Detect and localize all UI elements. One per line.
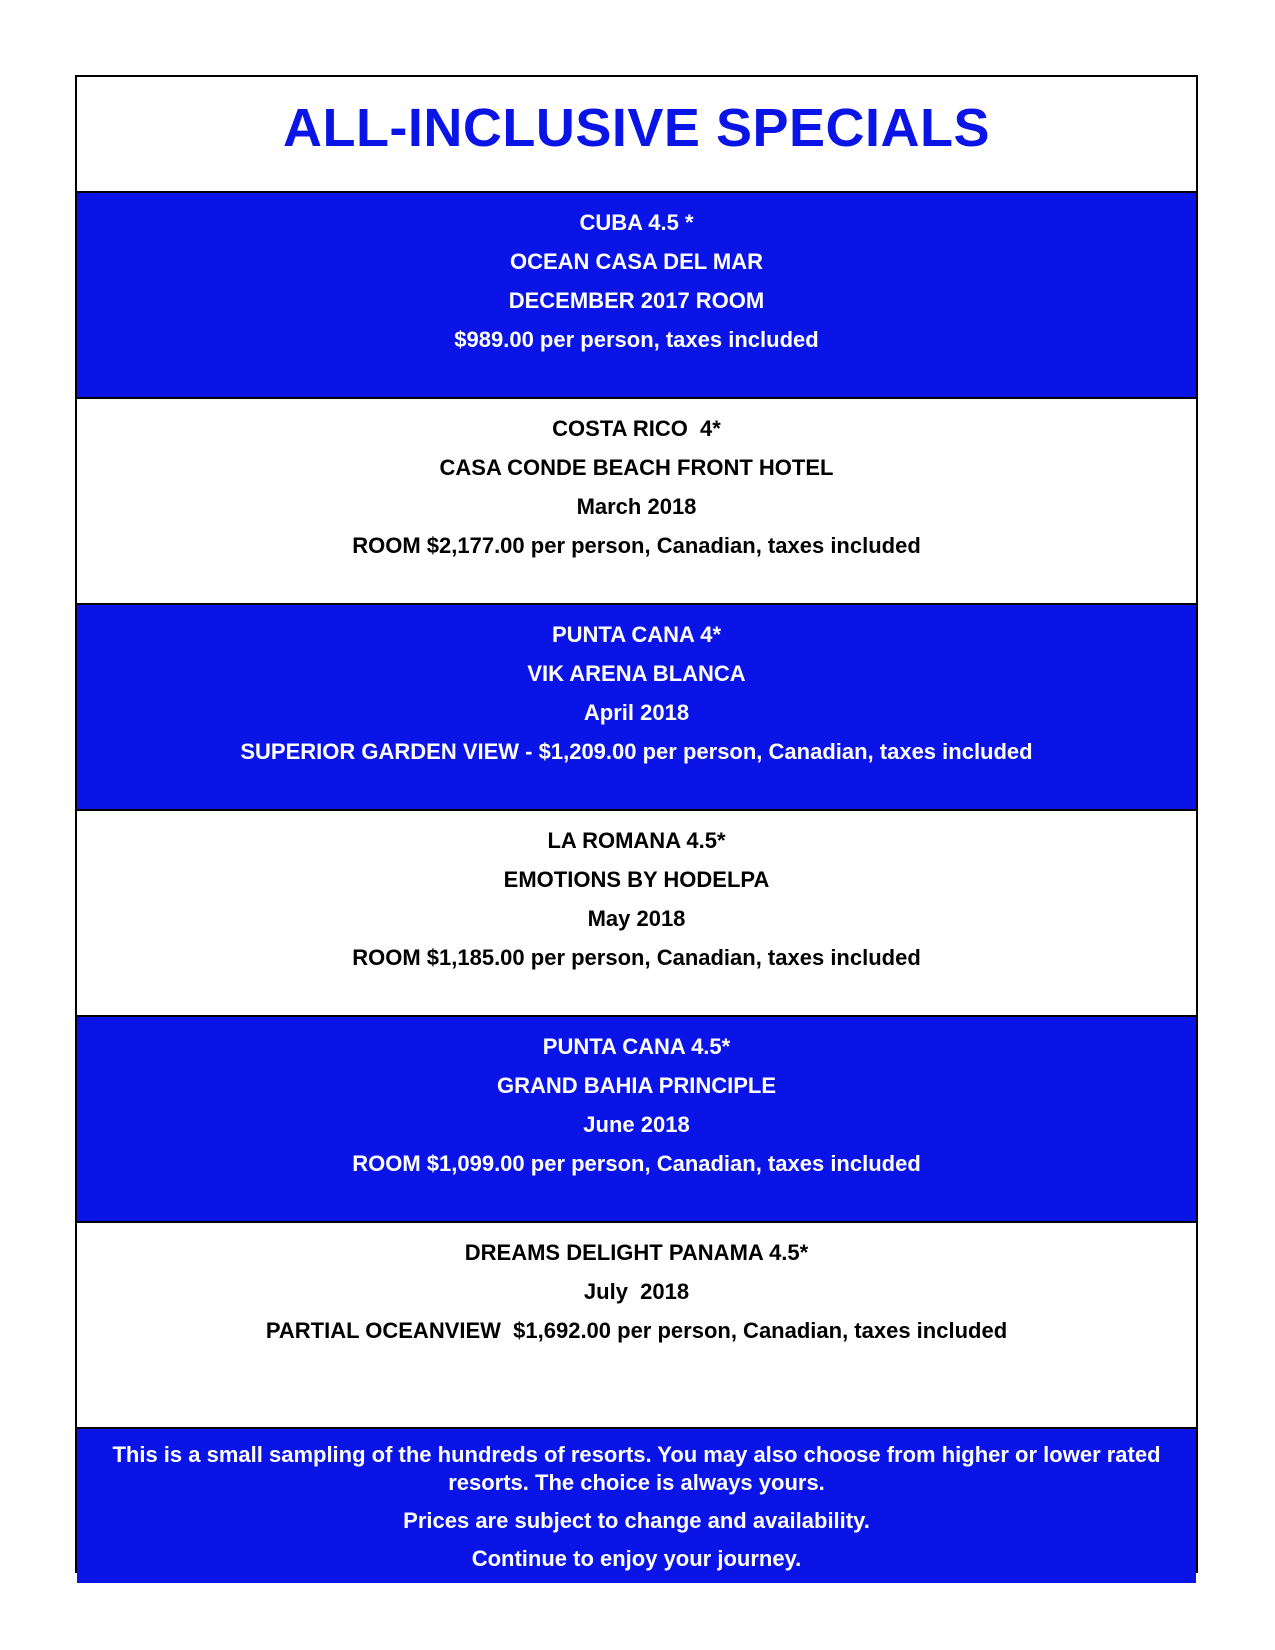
deal-resort: OCEAN CASA DEL MAR <box>509 249 763 274</box>
deal-resort: GRAND BAHIA PRINCIPLE <box>496 1073 777 1098</box>
deal-price: SUPERIOR GARDEN VIEW - $1,209.00 per person, Canadian, taxes included <box>240 739 1033 764</box>
deal-resort: EMOTIONS BY HODELPA <box>503 867 770 892</box>
deal-destination: COSTA RICO 4* <box>552 416 721 441</box>
deal-resort: VIK ARENA BLANCA <box>527 661 746 686</box>
footer-notes <box>77 1429 1196 1583</box>
deal-date: July 2018 <box>583 1279 690 1304</box>
deal-price: ROOM $1,185.00 per person, Canadian, taxes included <box>352 945 921 970</box>
deal-price: ROOM $1,099.00 per person, Canadian, taxes included <box>352 1151 921 1176</box>
closing-note: Continue to enjoy your journey. <box>471 1546 802 1571</box>
deal-block <box>77 1223 1196 1429</box>
deal-destination: CUBA 4.5 * <box>579 210 694 235</box>
price-note: Prices are subject to change and availability. <box>403 1508 870 1533</box>
sampling-note: This is a small sampling of the hundreds of resorts. You may also choose from higher or lower rated resorts. The choice is always yours. <box>112 1442 1161 1495</box>
deal-block <box>77 811 1196 1017</box>
deal-destination: LA ROMANA 4.5* <box>547 828 726 853</box>
deal-destination: DREAMS DELIGHT PANAMA 4.5* <box>464 1240 809 1265</box>
deal-price: $989.00 per person, taxes included <box>454 327 819 352</box>
deal-destination: PUNTA CANA 4* <box>551 622 722 647</box>
deal-date: April 2018 <box>583 700 690 725</box>
specials-sheet <box>75 75 1198 1573</box>
deal-date: May 2018 <box>587 906 686 931</box>
deal-resort: CASA CONDE BEACH FRONT HOTEL <box>439 455 834 480</box>
deal-price: PARTIAL OCEANVIEW $1,692.00 per person, Canadian, taxes included <box>265 1318 1008 1343</box>
deal-block <box>77 399 1196 605</box>
deal-block <box>77 605 1196 811</box>
deal-price: ROOM $2,177.00 per person, Canadian, taxes included <box>352 533 921 558</box>
deal-block <box>77 193 1196 399</box>
deal-date: March 2018 <box>576 494 697 519</box>
deal-date: DECEMBER 2017 ROOM <box>508 288 765 313</box>
deal-destination: PUNTA CANA 4.5* <box>542 1034 731 1059</box>
page-title: ALL-INCLUSIVE SPECIALS <box>282 98 991 158</box>
deal-block <box>77 1017 1196 1223</box>
title-block <box>77 77 1196 193</box>
deal-date: June 2018 <box>583 1112 690 1137</box>
